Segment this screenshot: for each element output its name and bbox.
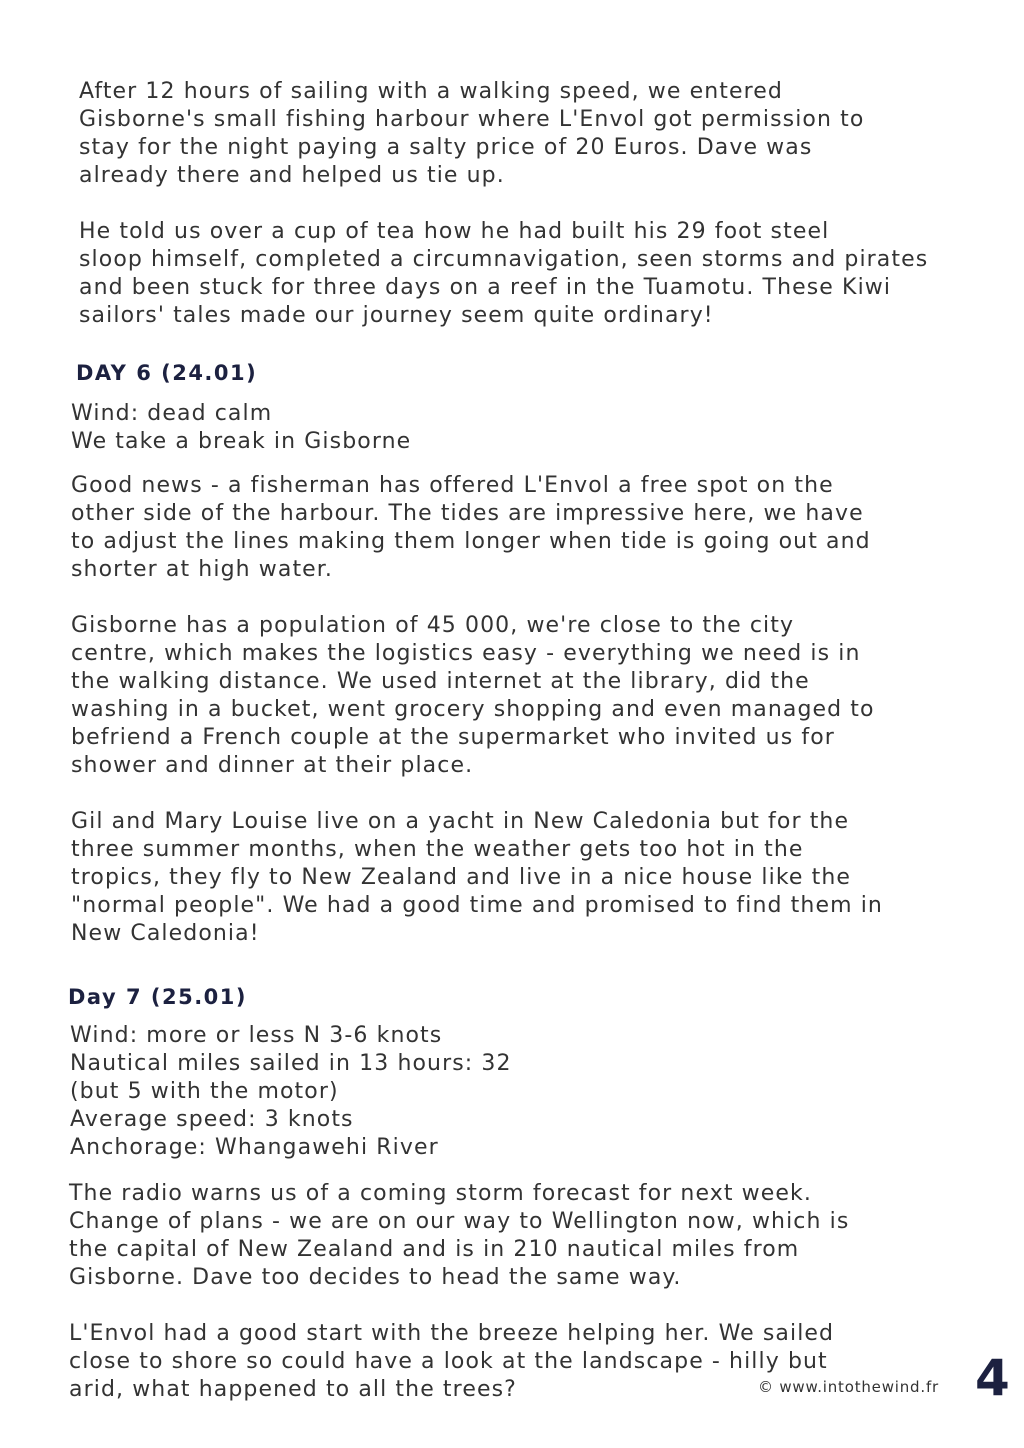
day7-info xyxy=(70,1022,512,1162)
text-line: Nautical miles sailed in 13 hours: 32 xyxy=(70,1051,512,1076)
text-line: Gil and Mary Louise live on a yacht in New Caledonia but for the xyxy=(71,809,850,834)
text-line: shower and dinner at their place. xyxy=(71,753,474,778)
text-line: sailors' tales made our journey seem quite ordinary! xyxy=(79,303,714,328)
text-line: Gisborne has a population of 45 000, we're close to the city xyxy=(71,613,795,638)
day7-heading: Day 7 (25.01) xyxy=(68,985,247,1009)
text-line: Wind: dead calm xyxy=(71,401,273,426)
text-line: Gisborne's small fishing harbour where L'Envol got permission to xyxy=(79,107,865,132)
intro-paragraph-1 xyxy=(79,78,864,190)
text-line: Anchorage: Whangawehi River xyxy=(70,1135,439,1160)
text-line: stay for the night paying a salty price of 20 Euros. Dave was xyxy=(79,135,813,160)
text-line: Change of plans - we are on our way to Wellington now, which is xyxy=(69,1209,850,1234)
text-line: Average speed: 3 knots xyxy=(70,1107,354,1132)
text-line: L'Envol had a good start with the breeze helping her. We sailed xyxy=(69,1321,835,1346)
text-line: Good news - a fisherman has offered L'Envol a free spot on the xyxy=(71,473,834,498)
copyright-credit: © www.intothewind.fr xyxy=(758,1378,939,1396)
text-line: the capital of New Zealand and is in 210 nautical miles from xyxy=(69,1237,800,1262)
text-line: Gisborne. Dave too decides to head the same way. xyxy=(69,1265,682,1290)
day6-paragraph-2 xyxy=(71,612,875,780)
text-line: and been stuck for three days on a reef in the Tuamotu. These Kiwi xyxy=(79,275,892,300)
text-line: other side of the harbour. The tides are impressive here, we have xyxy=(71,501,864,526)
text-line: Wind: more or less N 3-6 knots xyxy=(70,1023,443,1048)
day6-paragraph-3 xyxy=(71,808,883,948)
text-line: the walking distance. We used internet at the library, did the xyxy=(71,669,810,694)
text-line: "normal people". We had a good time and promised to find them in xyxy=(71,893,883,918)
text-line: already there and helped us tie up. xyxy=(79,163,505,188)
text-line: He told us over a cup of tea how he had built his 29 foot steel xyxy=(79,219,830,244)
text-line: three summer months, when the weather gets too hot in the xyxy=(71,837,804,862)
day7-paragraph-2 xyxy=(69,1320,834,1404)
text-line: After 12 hours of sailing with a walking speed, we entered xyxy=(79,79,783,104)
intro-paragraph-2 xyxy=(79,218,928,330)
day7-paragraph-1 xyxy=(69,1180,849,1292)
text-line: (but 5 with the motor) xyxy=(70,1079,339,1104)
text-line: to adjust the lines making them longer when tide is going out and xyxy=(71,529,871,554)
day6-paragraph-1 xyxy=(71,472,871,584)
text-line: tropics, they fly to New Zealand and live in a nice house like the xyxy=(71,865,852,890)
text-line: arid, what happened to all the trees? xyxy=(69,1377,517,1402)
text-line: The radio warns us of a coming storm forecast for next week. xyxy=(69,1181,812,1206)
text-line: centre, which makes the logistics easy - everything we need is in xyxy=(71,641,861,666)
text-line: washing in a bucket, went grocery shopping and even managed to xyxy=(71,697,875,722)
text-line: close to shore so could have a look at the landscape - hilly but xyxy=(69,1349,828,1374)
text-line: sloop himself, completed a circumnavigation, seen storms and pirates xyxy=(79,247,929,272)
text-line: New Caledonia! xyxy=(71,921,260,946)
text-line: shorter at high water. xyxy=(71,557,334,582)
day6-info xyxy=(71,400,411,456)
day6-heading: DAY 6 (24.01) xyxy=(76,361,258,385)
page-number: 4 xyxy=(975,1349,1010,1407)
text-line: befriend a French couple at the supermarket who invited us for xyxy=(71,725,835,750)
text-line: We take a break in Gisborne xyxy=(71,429,412,454)
